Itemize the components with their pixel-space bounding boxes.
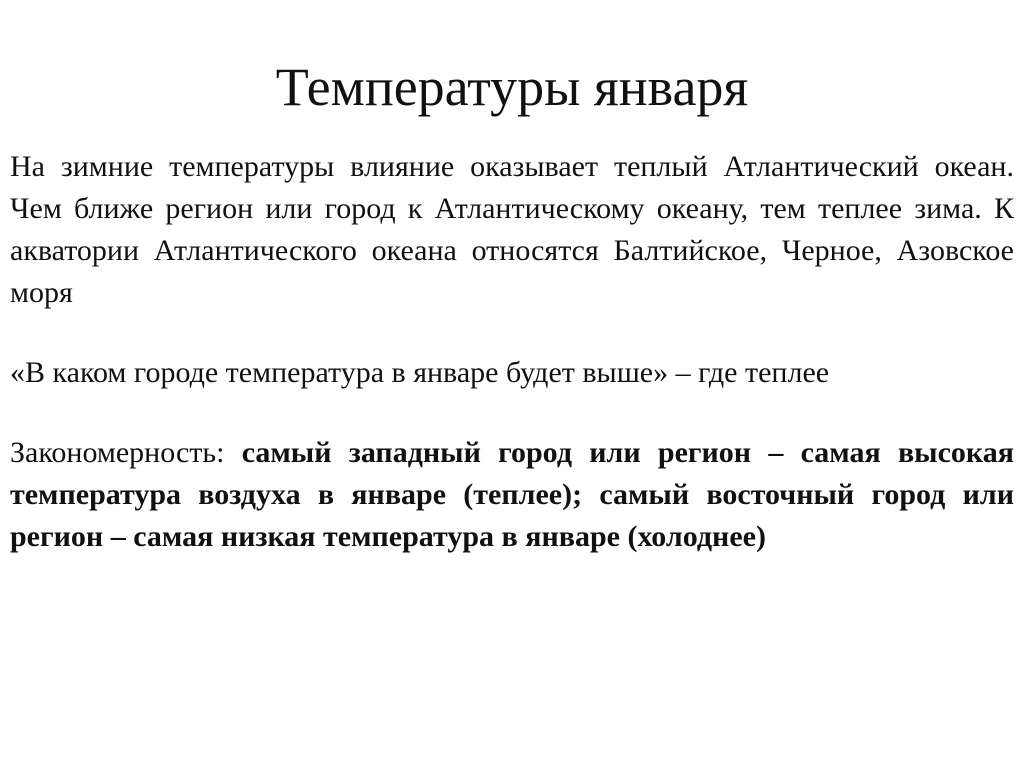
rule-text: самый западный город или регион – самая высокая температура воздуха в январе (теплее); самый восточный город или регион – самая низкая температура в январе (холоднее) xyxy=(10,436,1014,553)
spacer xyxy=(10,314,1014,352)
slide-content xyxy=(10,146,1014,558)
paragraph-question: «В каком городе температура в январе будет выше» – где теплее xyxy=(10,356,830,389)
paragraph-atlantic-influence: На зимние температуры влияние оказывает теплый Атлантический океан. Чем ближе регион или город к Атлантическому океану, тем теплее зима. К акватории Атлантического океана относятся Балтийское, Черное, Азовское моря xyxy=(10,150,1014,309)
paragraph-rule xyxy=(10,432,1014,558)
slide-title: Температуры января xyxy=(275,57,749,117)
spacer xyxy=(10,394,1014,432)
rule-label: Закономерность: xyxy=(10,436,242,469)
